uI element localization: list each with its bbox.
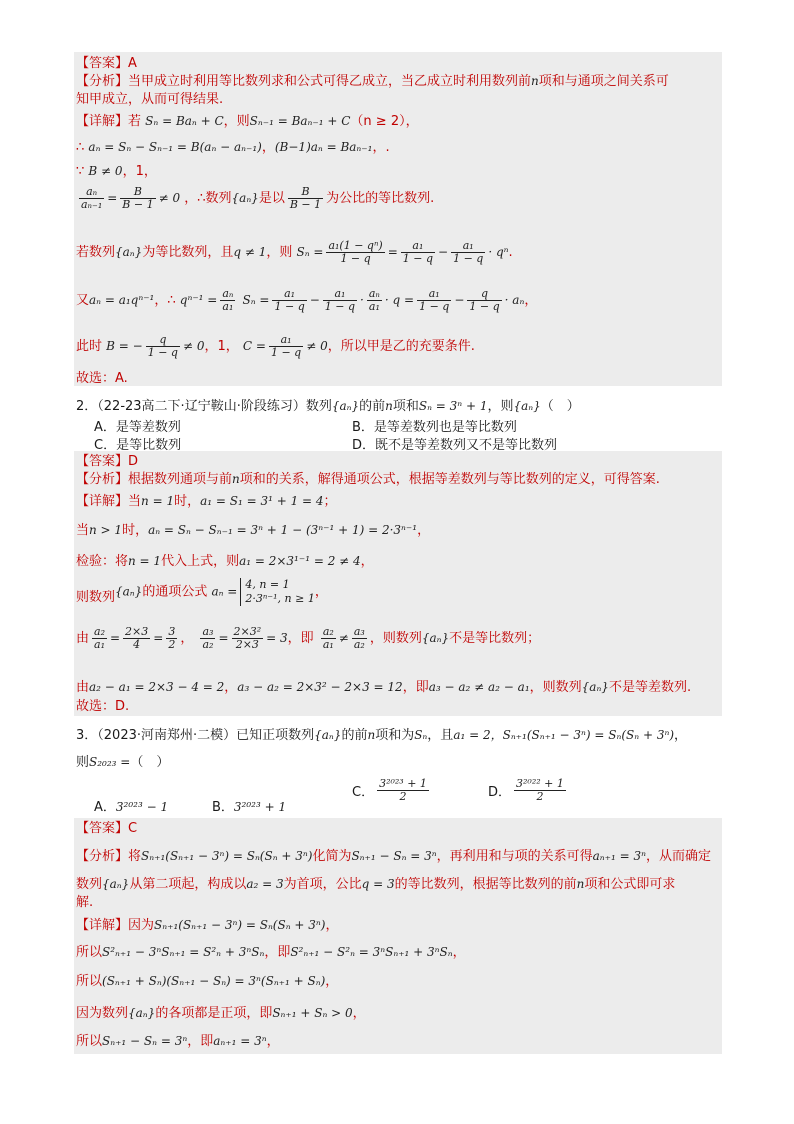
q2-answer: 【答案】D xyxy=(76,454,139,469)
q1-analysis-line2: 知甲成立，从而可得结果. xyxy=(76,92,224,107)
q3-detail-line3: 所以(Sₙ₊₁ + Sₙ)(Sₙ₊₁ − Sₙ) = 3ⁿ(Sₙ₊₁ + Sₙ)， xyxy=(76,974,339,989)
q3-option-a[interactable]: A．3²⁰²³ − 1 xyxy=(94,800,169,815)
math-eq: Sₙ = Baₙ + C xyxy=(145,114,224,128)
q1-analysis xyxy=(76,73,669,90)
q3-detail-line2: 所以S²ₙ₊₁ − 3ⁿSₙ₊₁ = S²ₙ + 3ⁿSₙ，即S²ₙ₊₁ − S²ₙ = 3ⁿSₙ₊₁ + 3ⁿSₙ， xyxy=(76,945,466,960)
q3-option-b[interactable]: B．3²⁰²³ + 1 xyxy=(212,800,287,815)
q2-choose: 故选：D. xyxy=(76,699,130,714)
q2-analysis: 【分析】根据数列通项与前n项和的关系，解得通项公式，根据等差数列与等比数列的定义，可得答案. xyxy=(76,472,660,487)
detail-text: 若 xyxy=(128,114,142,129)
q3-analysis-line1: 【分析】将Sₙ₊₁(Sₙ₊₁ − 3ⁿ) = Sₙ(Sₙ + 3ⁿ)化简为Sₙ₊₁ − Sₙ = 3ⁿ，再利用和与项的关系可得aₙ₊₁ = 3ⁿ，从而确定 xyxy=(76,849,712,864)
piecewise-brace: 4, n = 1 2·3ⁿ⁻¹, n ≥ 1 xyxy=(240,578,314,606)
q3-analysis-line3: 解. xyxy=(76,895,94,910)
q2-option-d[interactable]: D．既不是等差数列又不是等比数列 xyxy=(352,438,558,453)
q2-detail-line6: 由a₂ − a₁ = 2×3 − 4 = 2，a₃ − a₂ = 2×3² − 2×3 = 12，即a₃ − a₂ ≠ a₂ − a₁，则数列{aₙ}不是等差数列. xyxy=(76,680,692,695)
seq-symbol: {aₙ} xyxy=(231,191,259,205)
q1-detail-line1 xyxy=(76,113,419,130)
math-n: n xyxy=(531,74,539,88)
detail-text: ，1， xyxy=(122,164,157,179)
q2-detail-line1: 【详解】当n = 1时，a₁ = S₁ = 3¹ + 1 = 4； xyxy=(76,494,337,509)
q3-answer: 【答案】C xyxy=(76,821,138,836)
q1-answer xyxy=(76,55,137,72)
detail-tag: 【详解】 xyxy=(76,114,129,129)
q3-analysis-line2: 数列{aₙ}从第二项起，构成以a₂ = 3为首项，公比q = 3的等比数列，根据等比数列的前n项和公式即可求 xyxy=(76,877,676,892)
analysis-text: 当甲成立时利用等比数列求和公式可得乙成立，当乙成立时利用数列前 xyxy=(128,74,532,89)
answer-value: A xyxy=(128,56,137,71)
fraction: $\frac{\text{aₙ}}{\text{aₙ₋₁}}$ xyxy=(81,185,103,211)
q2-detail-line3: 检验：将n = 1代入上式，则a₁ = 2×3¹⁻¹ = 2 ≠ 4， xyxy=(76,554,374,569)
q2-detail-line2: 当n > 1时，aₙ = Sₙ − Sₙ₋₁ = 3ⁿ + 1 − (3ⁿ⁻¹ + 1) = 2·3ⁿ⁻¹， xyxy=(76,523,431,538)
math-eq: B ≠ 0 xyxy=(88,164,123,178)
answer-tag: 【答案】 xyxy=(76,56,129,71)
math-eq: (B−1)aₙ = Baₙ₋₁ xyxy=(274,140,373,154)
q3-option-c[interactable]: C． $\frac{\text{3²⁰²³ + 1}}{2}$ xyxy=(352,777,427,803)
q3-detail-line4: 因为数列{aₙ}的各项都是正项，即Sₙ₊₁ + Sₙ > 0， xyxy=(76,1006,366,1021)
q3-option-d[interactable]: D． $\frac{\text{3²⁰²² + 1}}{2}$ xyxy=(488,777,564,803)
fraction: $\frac{B}{B - 1}$ xyxy=(122,185,154,211)
analysis-text-b: 项和与通项之间关系可 xyxy=(538,74,669,89)
detail-text: ，则 xyxy=(223,114,250,129)
q2-option-b[interactable]: B．是等差数列也是等比数列 xyxy=(352,420,517,435)
fraction: $\frac{B}{B - 1}$ xyxy=(289,185,322,211)
q3-stem: 3．（2023·河南郑州·二模）已知正项数列{aₙ}的前n项和为Sₙ，且a₁ = 2，Sₙ₊₁(Sₙ₊₁ − 3ⁿ) = Sₙ(Sₙ + 3ⁿ)， xyxy=(76,728,688,743)
q1-choose: 故选：A. xyxy=(76,371,128,386)
q1-detail-line3 xyxy=(76,163,157,180)
because-symbol: ∵ xyxy=(76,164,85,179)
q2-detail-line4: 则数列{aₙ}的通项公式 aₙ = 4, n = 1 2·3ⁿ⁻¹, n ≥ 1 ， xyxy=(76,578,328,605)
q1-detail-line5: 若数列{aₙ}为等比数列，且q ≠ 1，则 Sₙ = $\frac{\text{a₁(1 − qⁿ)}}{1 - q}$ = $\frac{\text{a₁}}{1 - q}$ − $\frac{\text{a₁}}{1 - q}$ · qⁿ. xyxy=(76,239,513,265)
analysis-tag: 【分析】 xyxy=(76,74,129,89)
detail-text: ，. xyxy=(372,140,390,155)
q1-detail-line2: ∴ aₙ = Sₙ − Sₙ₋₁ = B(aₙ − aₙ₋₁)，(B−1)aₙ = Baₙ₋₁，. xyxy=(76,140,390,155)
q3-stem-line2: 则S₂₀₂₃ =（ ） xyxy=(76,755,170,770)
q2-detail-line5: 由 $\frac{\text{a₂}}{\text{a₁}}$ = $\frac{2\times 3}{4}$ = $\frac{3}{2}$ ， $\frac{\text{a₃}}{\text{a₂}}$ = $\frac{\text{2×3²}}{2\times 3}$ = 3，即 $\frac{\text{a₂}}{\text{a₁}}$ ≠ $\frac{\text{a₃}}{\text{a₂}}$ ，则数列{aₙ}不是等比数列； xyxy=(76,625,541,651)
detail-text: （n ≥ 2）， xyxy=(350,114,419,129)
therefore-symbol: ∴ xyxy=(76,140,85,155)
q1-detail-line7: 此时 B = − $\frac{q}{1 - q}$ ≠ 0，1， C = $\frac{\text{a₁}}{1 - q}$ ≠ 0，所以甲是乙的充要条件. xyxy=(76,333,475,359)
math-eq: aₙ = Sₙ − Sₙ₋₁ = B(aₙ − aₙ₋₁) xyxy=(88,140,262,154)
q3-detail-line1: 【详解】因为Sₙ₊₁(Sₙ₊₁ − 3ⁿ) = Sₙ(Sₙ + 3ⁿ)， xyxy=(76,918,339,933)
q1-detail-line4: $\frac{\text{aₙ}}{\text{aₙ₋₁}}$ = $\frac{B}{B - 1}$ ≠ 0 ，∴数列{aₙ}是以 $\frac{B}{B - 1}$ 为公比的等比数列. xyxy=(81,185,435,211)
q1-detail-line6: 又aₙ = a₁qⁿ⁻¹，∴ qⁿ⁻¹ = $\frac{\text{aₙ}}{\text{a₁}}$ Sₙ = $\frac{\text{a₁}}{1 - q}$ − $\frac{\text{a₁}}{1 - q}$ · $\frac{\text{aₙ}}{\text{a₁}}$ · q = $\frac{\text{a₁}}{1 - q}$ − $\frac{q}{1 - q}$ · aₙ， xyxy=(76,287,538,313)
q2-option-c[interactable]: C．是等比数列 xyxy=(94,438,182,453)
math-eq: Sₙ₋₁ = Baₙ₋₁ + C xyxy=(249,114,351,128)
q2-option-a[interactable]: A．是等差数列 xyxy=(94,420,181,435)
q3-detail-line5: 所以Sₙ₊₁ − Sₙ = 3ⁿ，即aₙ₊₁ = 3ⁿ， xyxy=(76,1034,280,1049)
q2-stem: 2．（22-23高二下·辽宁鞍山·阶段练习）数列{aₙ}的前n项和Sₙ = 3ⁿ + 1，则{aₙ}（ ） xyxy=(76,399,580,414)
